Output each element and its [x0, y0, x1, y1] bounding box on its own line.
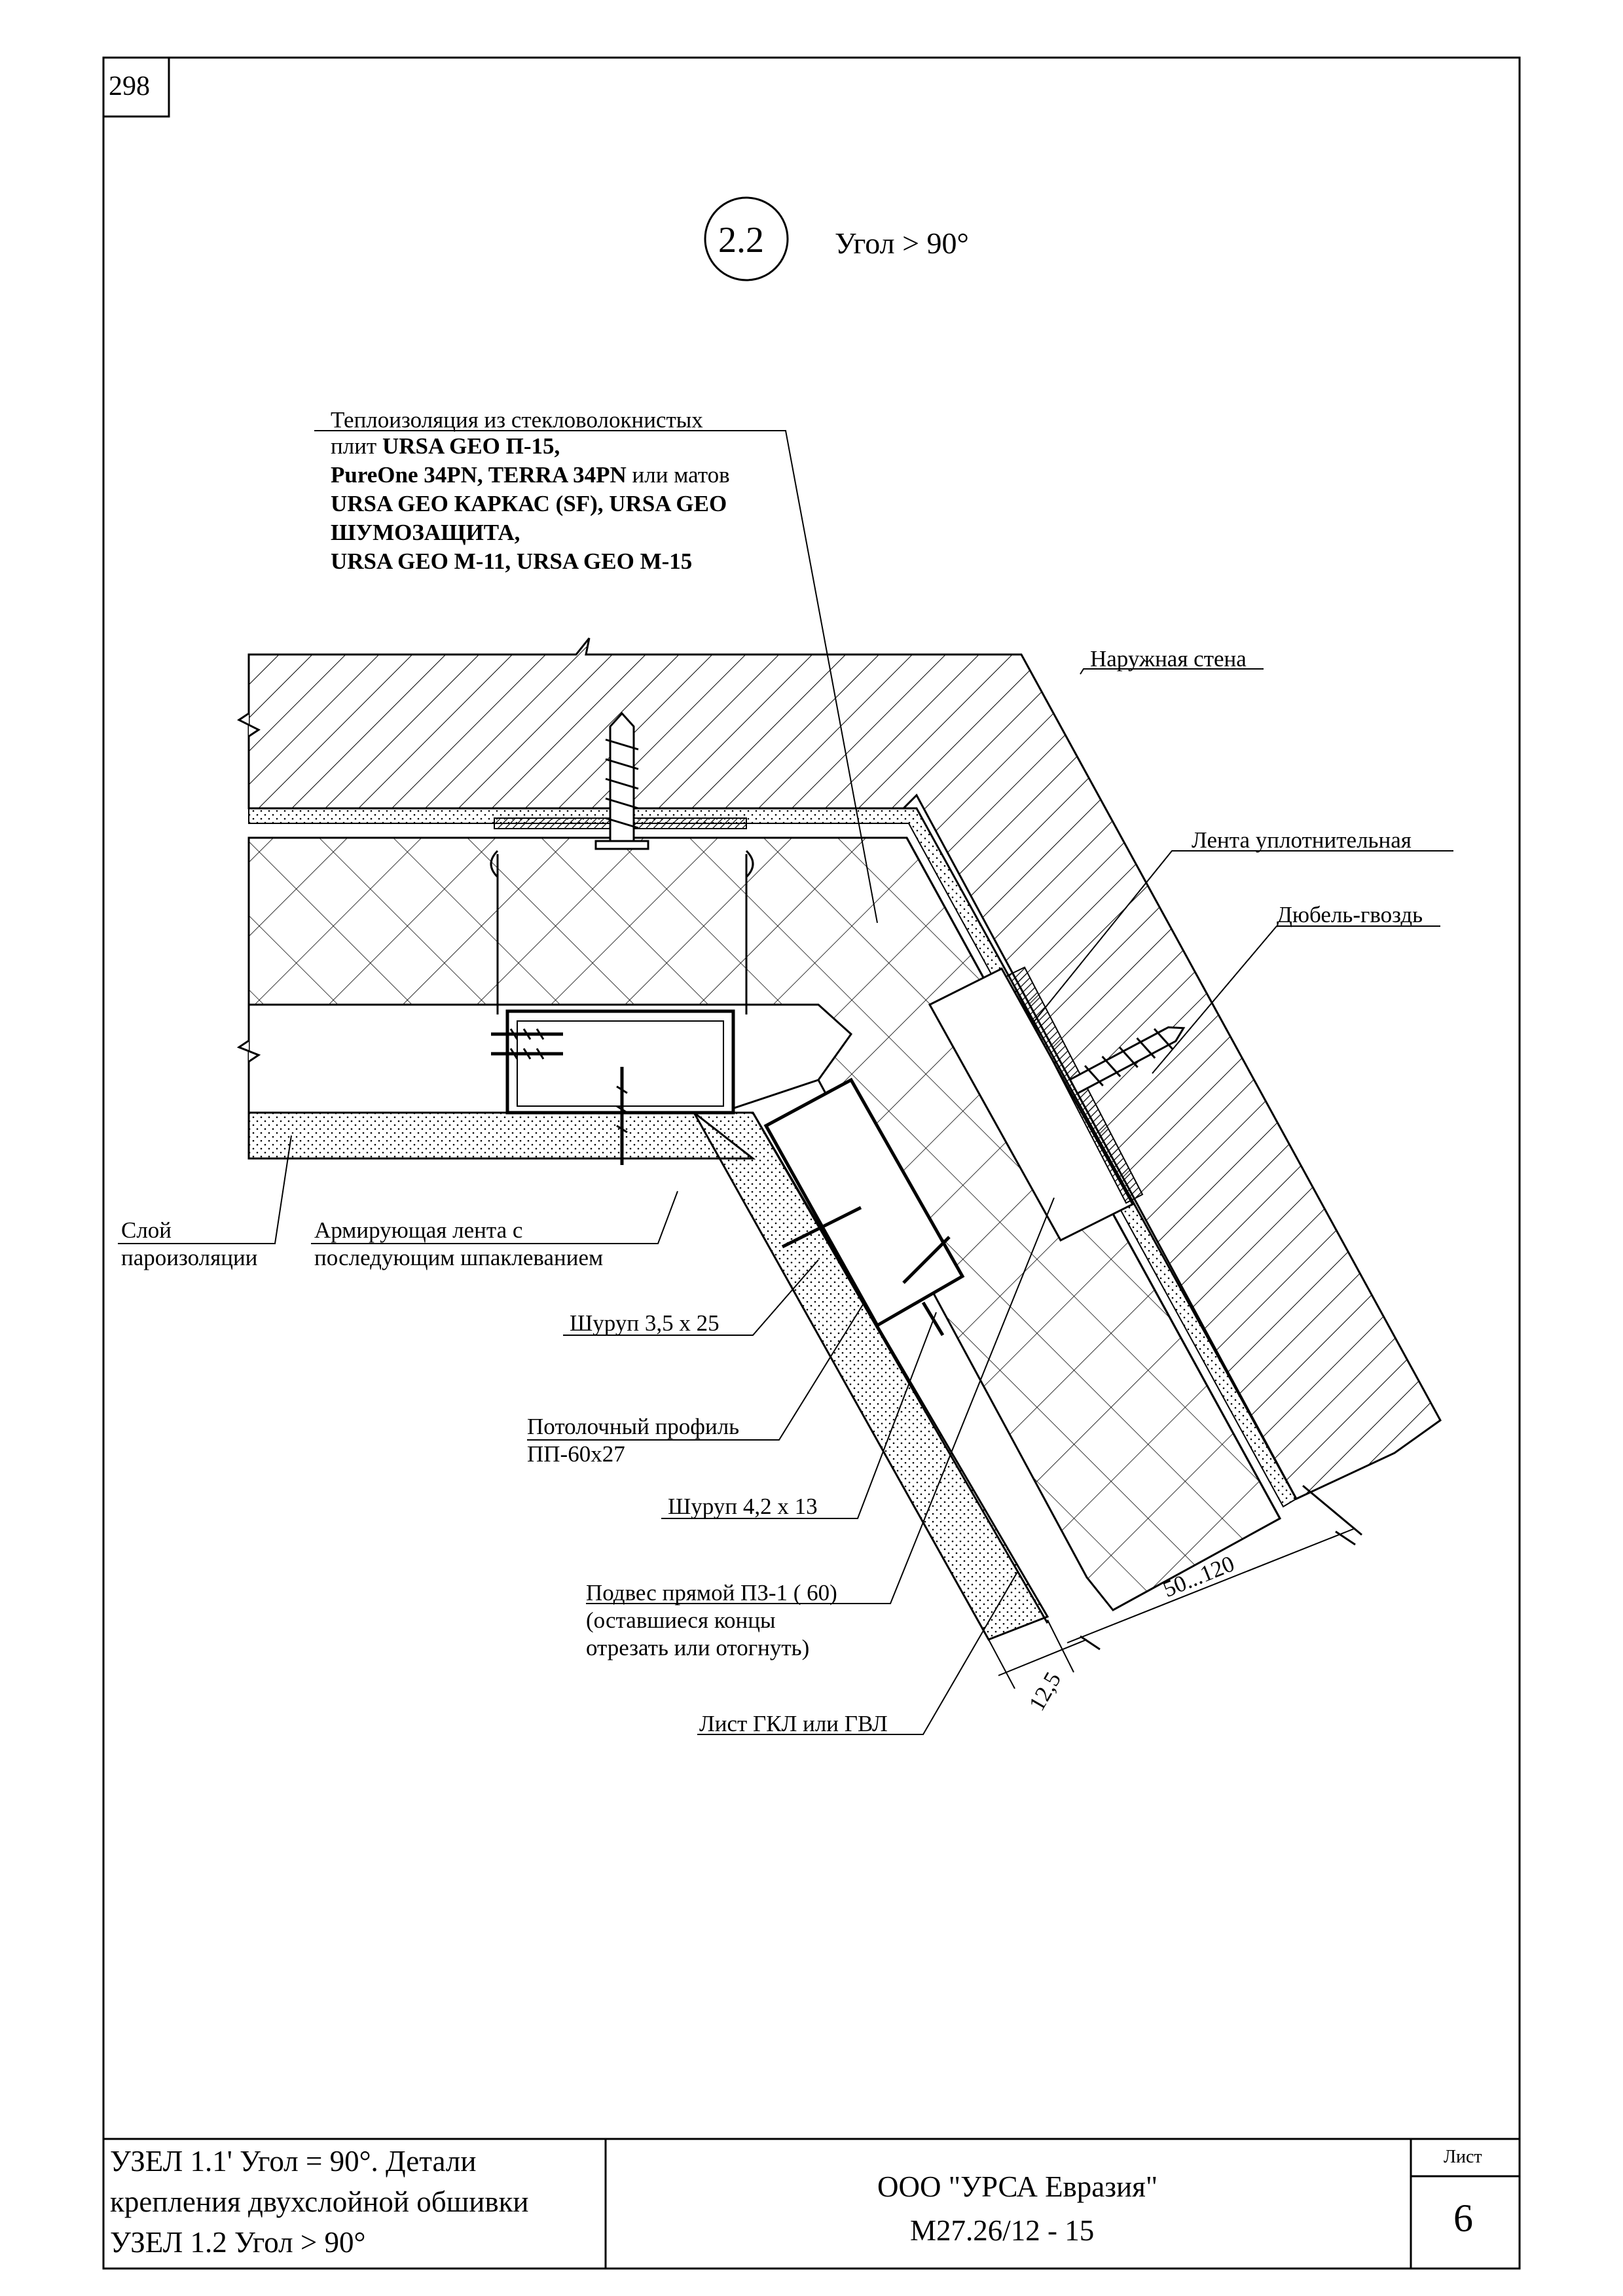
- insulation-line-1: Теплоизоляция из стекловолокнистых: [331, 407, 703, 433]
- label-sealing-tape: Лента уплотнительная: [1192, 827, 1412, 853]
- dimension-gap: 50...120: [1159, 1551, 1238, 1603]
- page-number: 298: [109, 71, 150, 101]
- label-screw-42: Шуруп 4,2 х 13: [668, 1494, 818, 1519]
- label-vapor-barrier-2: пароизоляции: [121, 1245, 258, 1270]
- screw-diagonal-3: [923, 1302, 943, 1335]
- title-line-3: УЗЕЛ 1.2 Угол > 90°: [110, 2226, 366, 2259]
- gypsum-board-horizontal: [249, 1113, 753, 1158]
- label-dowel-nail: Дюбель-гвоздь: [1277, 902, 1423, 927]
- insulation-line-2-bold: URSA GEO П-15,: [382, 433, 560, 459]
- sheet-number: 6: [1453, 2197, 1473, 2240]
- label-hanger-3: отрезать или отогнуть): [586, 1635, 810, 1660]
- dimension-sheet-thickness: 12,5: [1023, 1667, 1067, 1715]
- node-title: Угол > 90°: [835, 226, 969, 260]
- insulation-line-3-bold: PureOne 34PN, TERRA 34PN: [331, 462, 627, 488]
- label-hanger-2: (оставшиеся концы: [586, 1607, 776, 1633]
- label-ceiling-profile-2: ПП-60х27: [527, 1441, 625, 1467]
- insulation-line-2: [331, 432, 560, 461]
- insulation-line-3: [331, 461, 730, 490]
- insulation-line-2-prefix: плит: [331, 433, 382, 459]
- node-id: 2.2: [718, 220, 764, 260]
- label-screw-35: Шуруп 3,5 х 25: [570, 1310, 720, 1336]
- label-vapor-barrier-1: Слой: [121, 1217, 172, 1243]
- label-hanger-1: Подвес прямой ПЗ-1 ( 60): [586, 1580, 837, 1605]
- label-reinforcing-tape-1: Армирующая лента с: [314, 1217, 523, 1243]
- sheet-label: Лист: [1444, 2147, 1482, 2167]
- insulation-line-6: URSA GEO М-11, URSA GEO М-15: [331, 548, 693, 574]
- title-line-1: УЗЕЛ 1.1' Угол = 90°. Детали: [110, 2145, 477, 2178]
- title-line-2: крепления двухслойной обшивки: [110, 2185, 529, 2218]
- document-code: М27.26/12 - 15: [910, 2214, 1095, 2247]
- label-reinforcing-tape-2: последующим шпаклеванием: [314, 1245, 604, 1270]
- label-outer-wall: Наружная стена: [1090, 646, 1247, 672]
- insulation-line-3-suffix: или матов: [626, 462, 730, 488]
- label-ceiling-profile-1: Потолочный профиль: [527, 1414, 740, 1439]
- company-name: ООО "УРСА Евразия": [877, 2170, 1158, 2203]
- insulation-line-5: ШУМОЗАЩИТА,: [331, 520, 520, 545]
- insulation-line-4: URSA GEO КАРКАС (SF), URSA GEO: [331, 491, 727, 516]
- label-gkl-sheet: Лист ГКЛ или ГВЛ: [699, 1711, 888, 1736]
